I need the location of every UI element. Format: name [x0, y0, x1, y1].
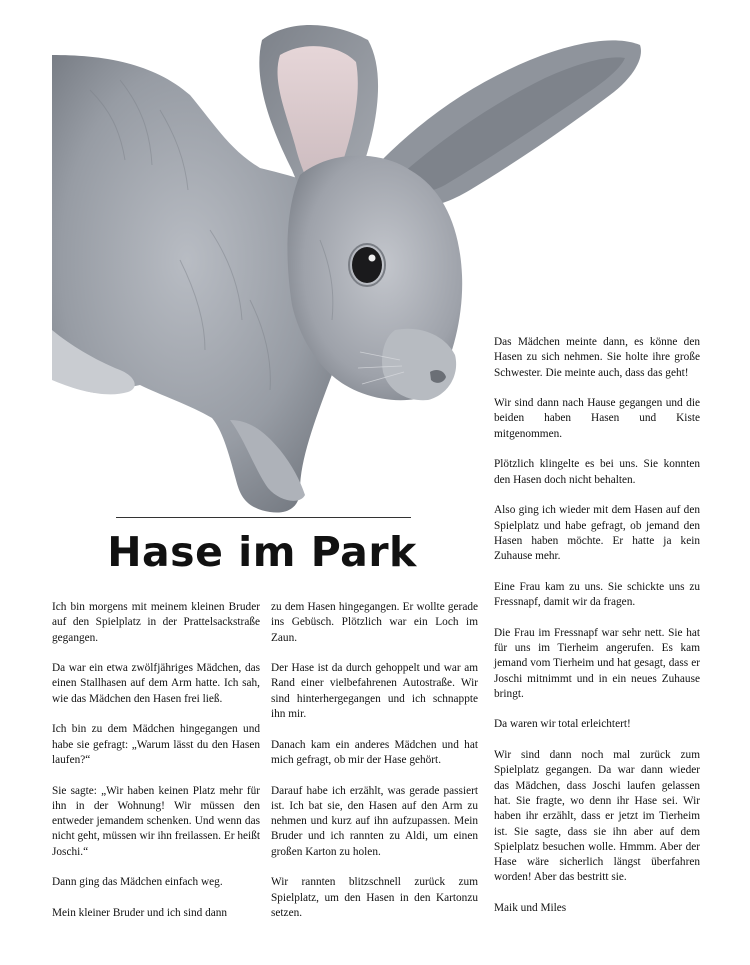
paragraph: Eine Frau kam zu uns. Sie schickte uns zu Fressnapf, damit wir da fragen. — [494, 580, 700, 609]
paragraph: Plötzlich klingelte es bei uns. Sie konnten den Hasen doch nicht behalten. — [494, 458, 700, 486]
paragraph: Ich bin morgens mit meinem kleinen Bruder auf den Spielplatz in der Prattelsackstraße gegangen. — [52, 601, 260, 644]
text-column-2 — [271, 600, 478, 937]
paragraph: Wir rannten blitzschnell zurück zum Spielplatz, um den Hasen in den Kartonzu setzen. — [271, 876, 478, 919]
paragraph: Wir sind dann noch mal zurück zum Spielplatz gegangen. Da war dann wieder das Mädchen, dass Joschi laufen gelassen hat. Sie fragte, wo denn ihr Hase sei. Wir haben ihr erzählt, dass er jetzt im Tierheim ist. Sie sagte, dass sie ihn aber auf dem Spielplatz besuchen wolle. Hmmm. Aber der Hase wäre sicherlich längst überfahren worden! Aber das bestritt sie. — [494, 749, 700, 884]
paragraph: Darauf habe ich erzählt, was gerade passiert ist. Ich bat sie, den Hasen auf den Arm zu nehmen und kurz auf ihn aufzupassen. Mein Bruder und ich rannten zu Aldi, um einen großen Karton zu holen. — [271, 784, 478, 858]
paragraph: Da waren wir total erleichtert! — [494, 718, 631, 731]
paragraph: Die Frau im Fressnapf war sehr nett. Sie hat für uns im Tierheim angerufen. Es kam jemand vom Tierheim und hat gesagt, dass er Joschi mitnimmt und in ein neues Zuhause bringt. — [494, 626, 700, 700]
page-title: Hase im Park — [107, 528, 417, 576]
author-signature: Maik und Miles — [494, 901, 567, 914]
paragraph: Danach kam ein anderes Mädchen und hat mich gefragt, ob mir der Hase gehört. — [271, 738, 478, 766]
paragraph: zu dem Hasen hingegangen. Er wollte gerade ins Gebüsch. Plötzlich war ein Loch im Zaun. — [271, 601, 478, 644]
text-column-1 — [52, 600, 260, 937]
paragraph: Also ging ich wieder mit dem Hasen auf den Spielplatz und habe gefragt, ob jemand den Hasen haben möchte. Er hatte ja kein Zuhause mehr. — [494, 504, 700, 563]
title-rule — [116, 517, 411, 518]
paragraph: Mein kleiner Bruder und ich sind dann — [52, 906, 228, 919]
paragraph: Wir sind dann nach Hause gegangen und die beiden haben Hasen und Kiste mitgenommen. — [494, 397, 700, 440]
paragraph: Der Hase ist da durch gehoppelt und war am Rand einer vielbefahrenen Autostraße. Wir sind hinterhergegangen und ich schnappte ihn mir. — [271, 662, 478, 721]
paragraph: Sie sagte: „Wir haben keinen Platz mehr für ihn in der Wohnung! Wir müssen den entweder jemandem schenken. Und wenn das nicht geht, müssen wir ihn freilassen. Er heißt Joschi.“ — [52, 784, 260, 858]
paragraph: Das Mädchen meinte dann, es könne den Hasen zu sich nehmen. Sie holte ihre große Schwester. Die meinte auch, dass das geht! — [494, 336, 700, 379]
paragraph: Dann ging das Mädchen einfach weg. — [52, 876, 223, 889]
paragraph: Da war ein etwa zwölfjähriges Mädchen, das einen Stallhasen auf dem Arm hatte. Ich sah, wie das Mädchen den Hasen frei ließ. — [52, 662, 260, 705]
text-column-3 — [494, 335, 700, 932]
paragraph: Ich bin zu dem Mädchen hingegangen und habe sie gefragt: „Warum lässt du den Hasen laufen?“ — [52, 723, 260, 766]
